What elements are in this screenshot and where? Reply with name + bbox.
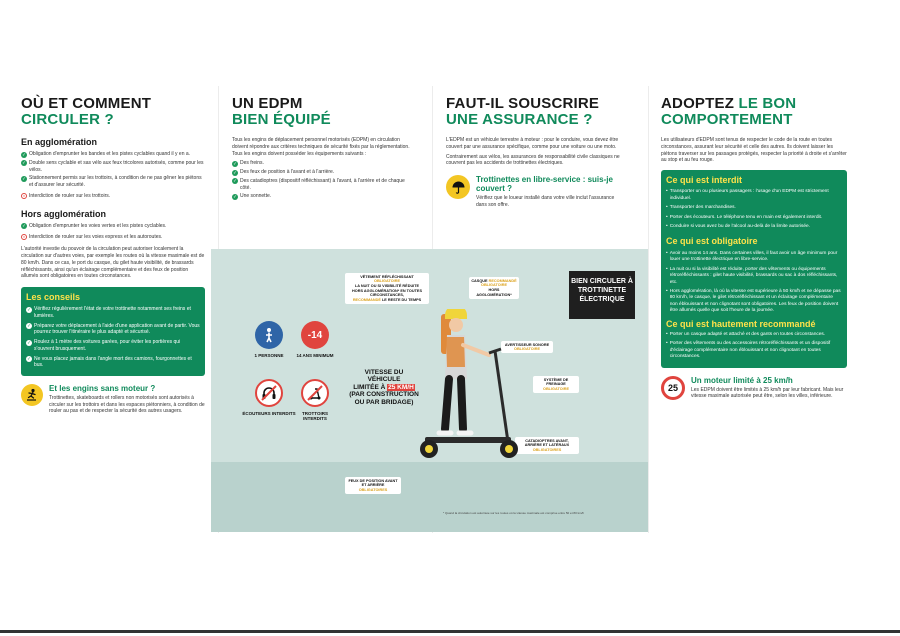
list-item: ✓ Préparez votre déplacement à l'aide d'une application avant de partir. Vous pourrez trouver l'itinéraire le plus adapté et sécurisé. [27,322,200,336]
headphones-forbidden-icon [255,379,283,407]
list-item: • Transporter un ou plusieurs passagers : l'usage d'un EDPM est strictement individuel. [666,189,829,201]
check-icon: ✓ [233,169,237,175]
check-icon: ✓ [27,356,31,362]
moteur-block [661,376,847,400]
conseils-box [21,287,205,376]
scooter-illustration [211,249,648,532]
sidewalk-forbidden-label: TROTTOIRS INTERDITS [302,411,328,422]
sidewalk-forbidden-icon [301,379,329,407]
forbidden-icon: × [22,193,26,199]
panel3-title: FAUT-IL SOUSCRIRE UNE ASSURANCE ? [446,95,600,128]
list-item: • Avoir au moins 14 ans. Dans certaines villes, il faut avoir un âge minimum pour louer une trottinette électrique en libre-service. [666,250,838,263]
skater-icon [21,384,43,406]
list-item: • Conduire si vous avez bu de l'alcool au-delà de la limite autorisée. [666,224,811,230]
agglo-heading: En agglomération [21,137,98,147]
list-item: • Porter des écouteurs. Le téléphone tenu en main est également interdit. [666,214,823,220]
list-item: • La nuit ou si la visibilité est réduite, porter des vêtements ou équipements rétroréfléchissants : gilet haute visibilité, brassards ou sac à dos réfléchissants, etc. [666,266,838,285]
list-item: • Porter un casque adapté et attaché et des gants en toutes circonstances. [666,331,826,337]
callout-bell: AVERTISSEUR SONORE OBLIGATOIRE [501,341,553,353]
hors-heading: Hors agglomération [21,208,107,219]
check-icon: ✓ [22,160,26,166]
panel-comportement [661,96,847,400]
rider-illustration [411,309,531,489]
fold-line [648,86,649,533]
callout-lights: FEUX DE POSITION AVANT ET ARRIÈRE OBLIGATOIRES [345,477,401,494]
list-item: ✓ Ne vous placez jamais dans l'angle mort des camions, fourgonnettes et bus. [27,355,192,369]
callout-helmet: CASQUE RECOMMANDÉ OBLIGATOIRE HORS AGGLOMÉRATION* [469,277,519,299]
panel1-title: OÙ ET COMMENT CIRCULER ? [21,95,152,128]
list-item: ✓ Des catadioptres (dispositif réfléchissant) à l'avant, à l'arrière et de chaque côté. [233,177,405,191]
panel-bien-equipe [232,96,416,202]
list-item: • Hors agglomération, là où la vitesse est supérieure à 50 km/h et ne dépasse pas 80 km/h, le casque, le gilet rétroréfléchissant et un éclairage complémentaire non éblouissant et non clignotant sont obligatoires. Les feux de position doivent être allumés quelle que soit l'heure de la journée. [666,288,841,314]
one-person-icon [255,321,283,349]
callout-brake: SYSTÈME DE FREINAGE OBLIGATOIRE [533,376,579,393]
conseils-title: Les conseils [26,292,81,303]
check-icon: ✓ [27,339,31,345]
callout-vest: VÊTEMENT RÉFLÉCHISSANT OBLIGATOIRE LA NUIT OU SI VISIBILITÉ RÉDUITE HORS AGGLOMÉRATION* EN TOUTES CIRCONSTANCES, RECOMMANDÉ LE RESTE DU TEMPS [345,273,429,304]
brochure-sheet [8,86,862,533]
list-item: • Porter des vêtements ou des accessoires rétroréfléchissants et un dispositif d'éclairage complémentaire non éblouissant et non clignotant en toutes circonstances. [666,341,831,360]
sans-moteur-block [21,384,205,415]
list-item: ✓ Des freins. [233,160,264,167]
list-item: ✓ Une sonnette. [233,193,272,200]
check-icon: ✓ [233,160,237,166]
libre-service-title: Trottinettes en libre-service : suis-je couvert ? [476,175,613,193]
sans-moteur-title: Et les engins sans moteur ? [49,384,156,394]
list-item: ✓ Obligation d'emprunter les bandes et les pistes cyclables quand il y en a. [22,151,191,158]
panel3-p2: Contrairement aux vélos, les assurances de responsabilité civile classiques ne couvrent pas les accidents de trottinettes électriques. [446,153,620,167]
list-item: ✓ Stationnement permis sur les trottoirs, à condition de ne pas gêner les piétons et d'assurer leur sécurité. [22,175,202,189]
list-item: ✓ Double sens cyclable et sas vélo aux feux tricolores autorisés, comme pour les vélos. [22,159,204,173]
list-item: × Interdiction de rouler sur les trottoirs. [22,192,111,199]
libre-service-text: Vérifiez que le loueur installé dans votre ville inclut l'assurance dans son offre. [476,195,615,208]
check-icon: ✓ [22,175,26,181]
panel4-intro: Les utilisateurs d'EDPM sont tenus de respecter le code de la route en toutes circonstances, assurant leur sécurité et celle des autres. Ils doivent laisser les piétons traverser sur les passages protégés, respecter la priorité à droite et s'arrêter au stop et au feu rouge. [661,137,847,164]
one-person-label: 1 PERSONNE [254,353,284,358]
bottom-rule [0,630,900,633]
check-icon: ✓ [233,178,237,184]
age-minimum-label: 14 ANS MINIMUM [296,353,334,358]
check-icon: ✓ [22,223,26,229]
title-plaque: BIEN CIRCULER À TROTTINETTE ÉLECTRIQUE [569,271,635,319]
list-item: • Transporter des marchandises. [666,205,736,211]
panel4-title: ADOPTEZ LE BON COMPORTEMENT [661,95,797,128]
check-icon: ✓ [22,151,26,157]
obligatoire-title: Ce qui est obligatoire [666,236,758,247]
illustration-footnote: * Quand la circulation est autorisée sur les routes où la vitesse maximale est comprise entre 50 et 80 km/h [443,511,585,515]
age-minimum-badge: -14 [301,321,329,349]
panel-ou-circuler [21,96,205,415]
interdit-title: Ce qui est interdit [666,175,743,185]
speed-limit-text: VITESSE DU VÉHICULE LIMITÉE À 25 KM/H (PAR CONSTRUCTION OU PAR BRIDAGE) [349,369,419,406]
speed-limit-sign: 25 [661,376,685,400]
moteur-title: Un moteur limité à 25 km/h [691,375,793,385]
check-icon: ✓ [27,323,31,329]
check-icon: ✓ [27,306,31,312]
list-item: ✓ Roulez à 1 mètre des voitures garées, pour éviter les portières qui s'ouvrent brusquement. [27,339,181,352]
check-icon: ✓ [233,193,237,199]
panel2-intro: Tous les engins de déplacement personnel motorisés (EDPM) en circulation doivent répondre aux critères techniques de sécurité fixés par la réglementation. Tous les engins doivent posséder les équipements suivants : [232,137,410,157]
list-item: × Interdiction de rouler sur les voies express et les autoroutes. [22,233,163,240]
authority-text: L'autorité investie du pouvoir de la circulation peut autoriser localement la circulation sur d'autres voies, par exemple les routes où la vitesse maximale est de 80 km/h. Dans ce cas, le port du casque, du gilet haute visibilité, de brassards réfléchissants, ainsi qu'un éclairage complémentaire et des feux de position allumés sont obligatoires en toutes circonstances. [21,246,205,280]
panel2-title: UN EDPM BIEN ÉQUIPÉ [232,95,331,128]
sans-moteur-text: Trottinettes, skateboards et rollers non motorisés sont autorisés à circuler sur les trottoirs et dans les espaces piétonniers, à condition de rouler au pas et de respecter la sécurité des autres usagers. [49,394,205,415]
panel3-p1: L'EDPM est un véhicule terrestre à moteur : pour le conduire, vous devez être couvert par une assurance spécifique, comme pour une voiture ou une moto. [446,137,619,150]
recommande-title: Ce qui est hautement recommandé [666,318,816,329]
callout-reflectors: CATADIOPTRES AVANT, ARRIÈRE ET LATÉRAUX OBLIGATOIRES [515,437,579,454]
list-item: ✓ Obligation d'emprunter les voies vertes et les pistes cyclables. [22,222,167,229]
headphones-forbidden-label: ÉCOUTEURS INTERDITS [242,411,296,416]
list-item: ✓ Vérifiez régulièrement l'état de votre trottinette notamment ses freins et lumières. [27,306,191,319]
libre-service-block [446,175,632,209]
umbrella-icon [446,175,470,199]
rules-box [661,170,847,368]
moteur-text: Les EDPM doivent être limités à 25 km/h par leur fabricant. Mais leur vitesse maximale autorisée peut être, selon les villes, inférieure. [691,386,844,400]
list-item: ✓ Des feux de position à l'avant et à l'arrière. [233,169,335,175]
forbidden-icon: × [22,234,26,240]
panel-assurance [446,96,632,209]
